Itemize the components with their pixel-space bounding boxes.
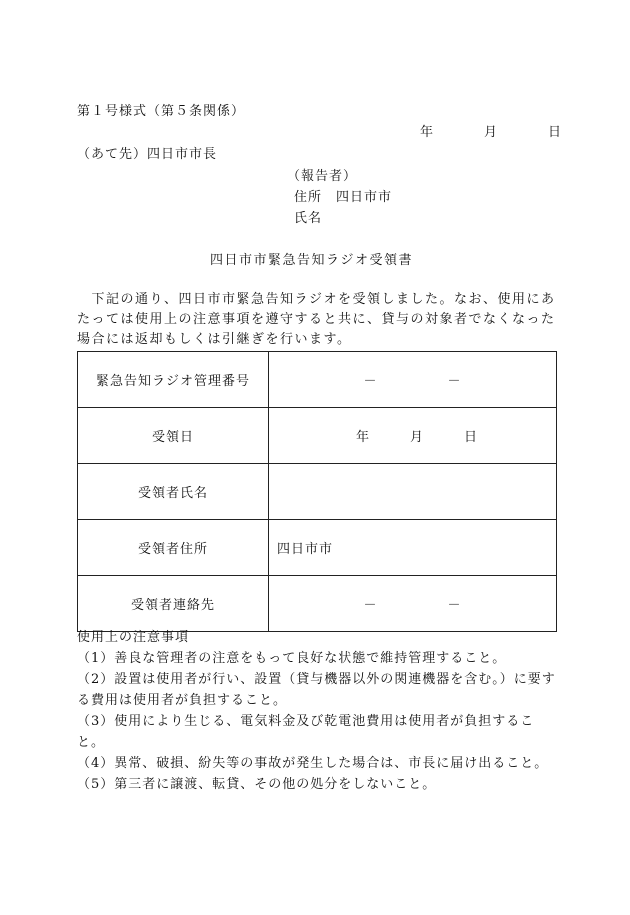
table-row bbox=[78, 464, 557, 520]
receipt-table bbox=[77, 351, 557, 632]
table-row bbox=[78, 352, 557, 408]
note-item: （1）善良な管理者の注意をもって良好な状態で維持管理すること。 bbox=[77, 651, 507, 666]
reporter-address-label: 住所 bbox=[294, 190, 323, 205]
dash-2: － bbox=[447, 374, 462, 389]
received-date-value[interactable] bbox=[269, 408, 557, 464]
row-label: 受領者住所 bbox=[78, 520, 269, 576]
recipient-address-city: 四日市市 bbox=[277, 542, 334, 557]
table-row bbox=[78, 520, 557, 576]
row-label: 受領日 bbox=[78, 408, 269, 464]
form-number: 第１号様式（第５条関係） bbox=[77, 104, 246, 119]
reporter-heading: （報告者） bbox=[287, 169, 358, 184]
note-item: （4）異常、破損、紛失等の事故が発生した場合は、市長に届け出ること。 bbox=[77, 756, 549, 771]
addressee: （あて先）四日市市長 bbox=[77, 147, 218, 162]
received-month: 月 bbox=[409, 430, 424, 445]
recipient-name-value[interactable] bbox=[269, 464, 557, 520]
note-item: （2）設置は使用者が行い、設置（貸与機器以外の関連機器を含む。）に要する費用は使用者が負担すること。 bbox=[77, 672, 556, 708]
notes-heading: 使用上の注意事項 bbox=[77, 630, 190, 645]
management-number-value[interactable] bbox=[269, 352, 557, 408]
note-item: （3）使用により生じる、電気料金及び乾電池費用は使用者が負担すること。 bbox=[77, 714, 535, 750]
date-year: 年 bbox=[420, 125, 435, 140]
intro-text: 下記の通り、四日市市緊急告知ラジオを受領しました。なお、使用にあたっては使用上の注意事項を遵守すると共に、貸与の対象者でなくなった場合には返却もしくは引継ぎを行います。 bbox=[77, 292, 556, 347]
dash-1: － bbox=[363, 374, 378, 389]
received-year: 年 bbox=[355, 430, 370, 445]
table-row bbox=[78, 408, 557, 464]
dash-1: － bbox=[363, 598, 378, 613]
dash-2: － bbox=[447, 598, 462, 613]
usage-notes bbox=[77, 627, 559, 795]
row-label: 受領者連絡先 bbox=[78, 576, 269, 632]
reporter-name-label: 氏名 bbox=[294, 211, 323, 226]
reporter-address bbox=[294, 186, 392, 205]
note-item: （5）第三者に譲渡、転貸、その他の処分をしないこと。 bbox=[77, 777, 437, 792]
reporter-address-value: 四日市市 bbox=[336, 190, 393, 205]
document-title: 四日市市緊急告知ラジオ受領書 bbox=[210, 253, 414, 268]
table-row bbox=[78, 576, 557, 632]
row-label: 緊急告知ラジオ管理番号 bbox=[78, 352, 269, 408]
recipient-contact-value[interactable] bbox=[269, 576, 557, 632]
recipient-address-value[interactable] bbox=[269, 520, 557, 576]
date-month: 月 bbox=[484, 125, 499, 140]
date-line bbox=[420, 121, 562, 140]
received-day: 日 bbox=[464, 430, 479, 445]
date-day: 日 bbox=[548, 125, 563, 140]
row-label: 受領者氏名 bbox=[78, 464, 269, 520]
